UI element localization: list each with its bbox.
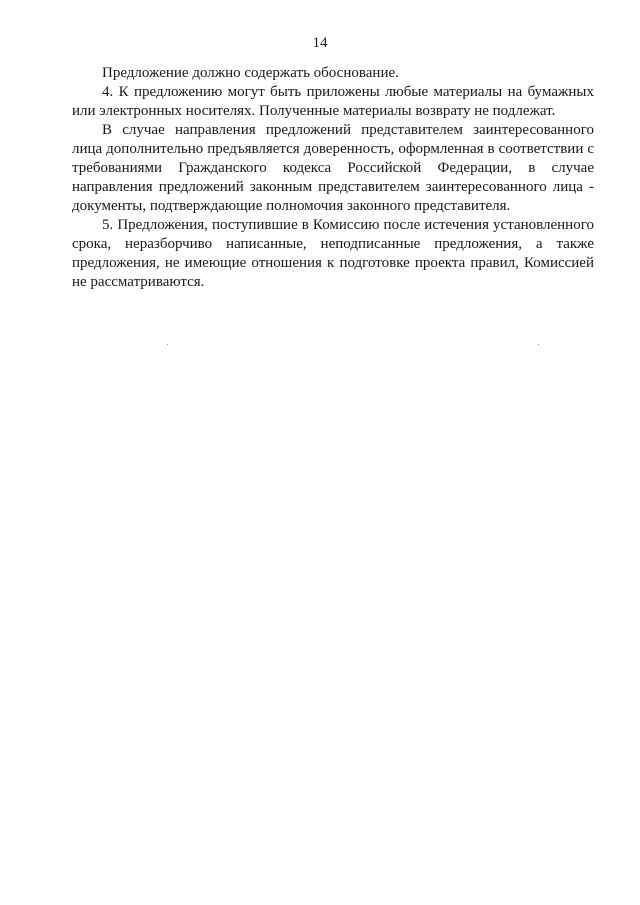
page-number: 14 xyxy=(312,35,328,51)
paragraph-item-5: 5. Предложения, поступившие в Комиссию после истечения установленного срока, неразборчиво написанные, неподписанные предложения, а также предложения, не имеющие отношения к подготовке проекта правил, Комиссией не рассматриваются. xyxy=(72,217,594,290)
scan-speck xyxy=(167,344,168,345)
paragraph-representative: В случае направления предложений представителем заинтересованного лица дополнительно предъявляется доверенность, оформленная в соответствии с требованиями Гражданского кодекса Российской Федерации, в случае направления предложений законным представителем заинтересованного лица - документы, подтверждающие полномочия законного представителя. xyxy=(72,122,594,214)
document-body xyxy=(72,64,594,292)
scan-speck xyxy=(538,344,539,345)
paragraph-justification: Предложение должно содержать обоснование. xyxy=(102,65,399,81)
paragraph-item-4: 4. К предложению могут быть приложены любые материалы на бумажных или электронных носителях. Полученные материалы возврату не подлежат. xyxy=(72,84,594,119)
